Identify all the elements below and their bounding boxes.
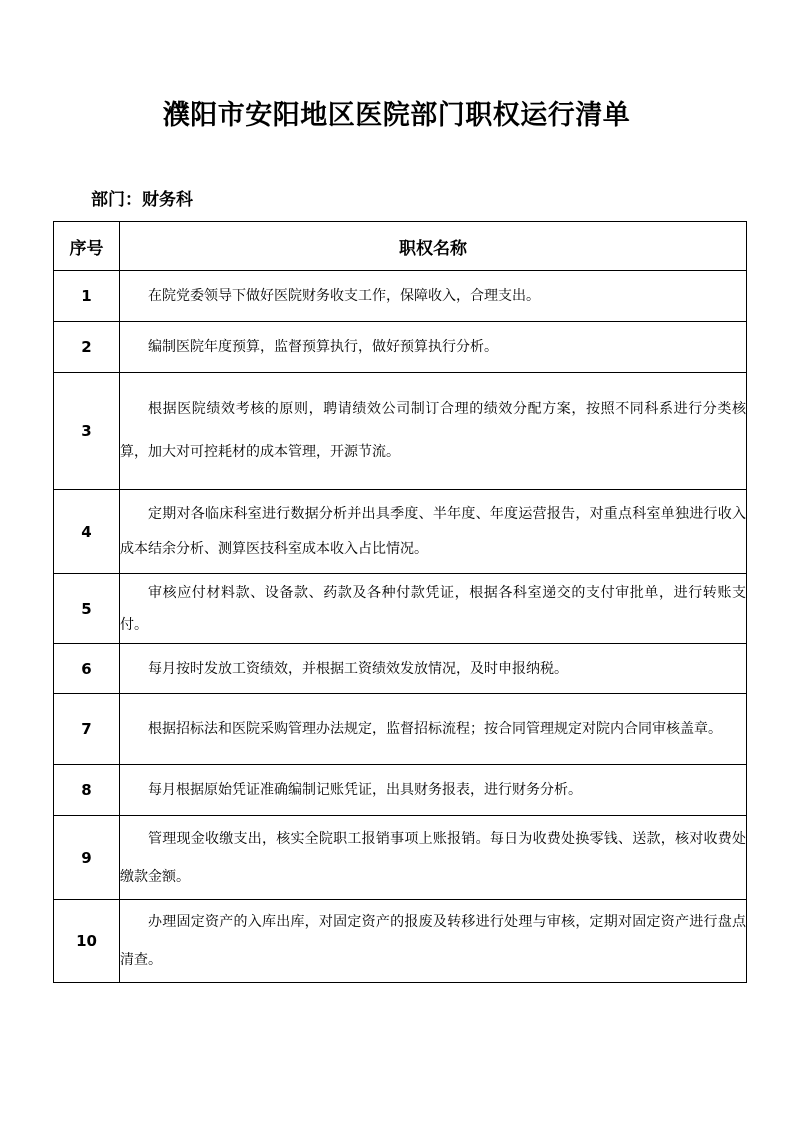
row-number: 6 <box>54 644 120 694</box>
duty-text: 定期对各临床科室进行数据分析并出具季度、半年度、年度运营报告，对重点科室单独进行收入成本结余分析、测算医技科室成本收入占比情况。 <box>120 505 746 557</box>
row-number: 5 <box>54 574 120 644</box>
header-number: 序号 <box>54 222 120 271</box>
duty-cell <box>120 644 747 694</box>
header-duty-name: 职权名称 <box>120 222 747 271</box>
row-number: 4 <box>54 490 120 574</box>
row-number: 8 <box>54 765 120 816</box>
duty-text: 根据招标法和医院采购管理办法规定，监督招标流程；按合同管理规定对院内合同审核盖章。 <box>148 721 722 737</box>
duty-text: 审核应付材料款、设备款、药款及各种付款凭证，根据各科室递交的支付审批单，进行转账支付。 <box>120 584 746 633</box>
table-row <box>54 644 747 694</box>
duty-text: 根据医院绩效考核的原则，聘请绩效公司制订合理的绩效分配方案，按照不同科系进行分类核算，加大对可控耗材的成本管理，开源节流。 <box>120 401 746 460</box>
table-row <box>54 816 747 900</box>
duty-cell <box>120 373 747 490</box>
duty-text: 在院党委领导下做好医院财务收支工作，保障收入，合理支出。 <box>148 288 540 304</box>
table-row <box>54 271 747 322</box>
duty-cell <box>120 271 747 322</box>
table-row <box>54 322 747 373</box>
duty-text: 编制医院年度预算，监督预算执行，做好预算执行分析。 <box>148 339 498 355</box>
row-number: 3 <box>54 373 120 490</box>
duty-cell <box>120 900 747 983</box>
duty-cell <box>120 816 747 900</box>
duty-text: 办理固定资产的入库出库，对固定资产的报废及转移进行处理与审核，定期对固定资产进行盘点清查。 <box>120 914 746 968</box>
row-number: 1 <box>54 271 120 322</box>
table-row <box>54 574 747 644</box>
row-number: 7 <box>54 694 120 765</box>
table-header-row <box>54 222 747 271</box>
duty-text: 每月根据原始凭证准确编制记账凭证，出具财务报表，进行财务分析。 <box>148 782 582 798</box>
row-number: 9 <box>54 816 120 900</box>
table-row <box>54 900 747 983</box>
department-label: 部门：财务科 <box>91 190 193 210</box>
duty-cell <box>120 490 747 574</box>
duty-cell <box>120 322 747 373</box>
table-row <box>54 694 747 765</box>
table-row <box>54 373 747 490</box>
duty-text: 每月按时发放工资绩效，并根据工资绩效发放情况，及时申报纳税。 <box>148 660 568 677</box>
duty-cell <box>120 574 747 644</box>
duty-text: 管理现金收缴支出，核实全院职工报销事项上账报销。每日为收费处换零钱、送款，核对收费处缴款金额。 <box>120 830 746 885</box>
duty-table <box>53 221 747 983</box>
page-title: 濮阳市安阳地区医院部门职权运行清单 <box>162 100 631 131</box>
row-number: 10 <box>54 900 120 983</box>
row-number: 2 <box>54 322 120 373</box>
duty-cell <box>120 765 747 816</box>
table-row <box>54 490 747 574</box>
duty-cell <box>120 694 747 765</box>
table-row <box>54 765 747 816</box>
